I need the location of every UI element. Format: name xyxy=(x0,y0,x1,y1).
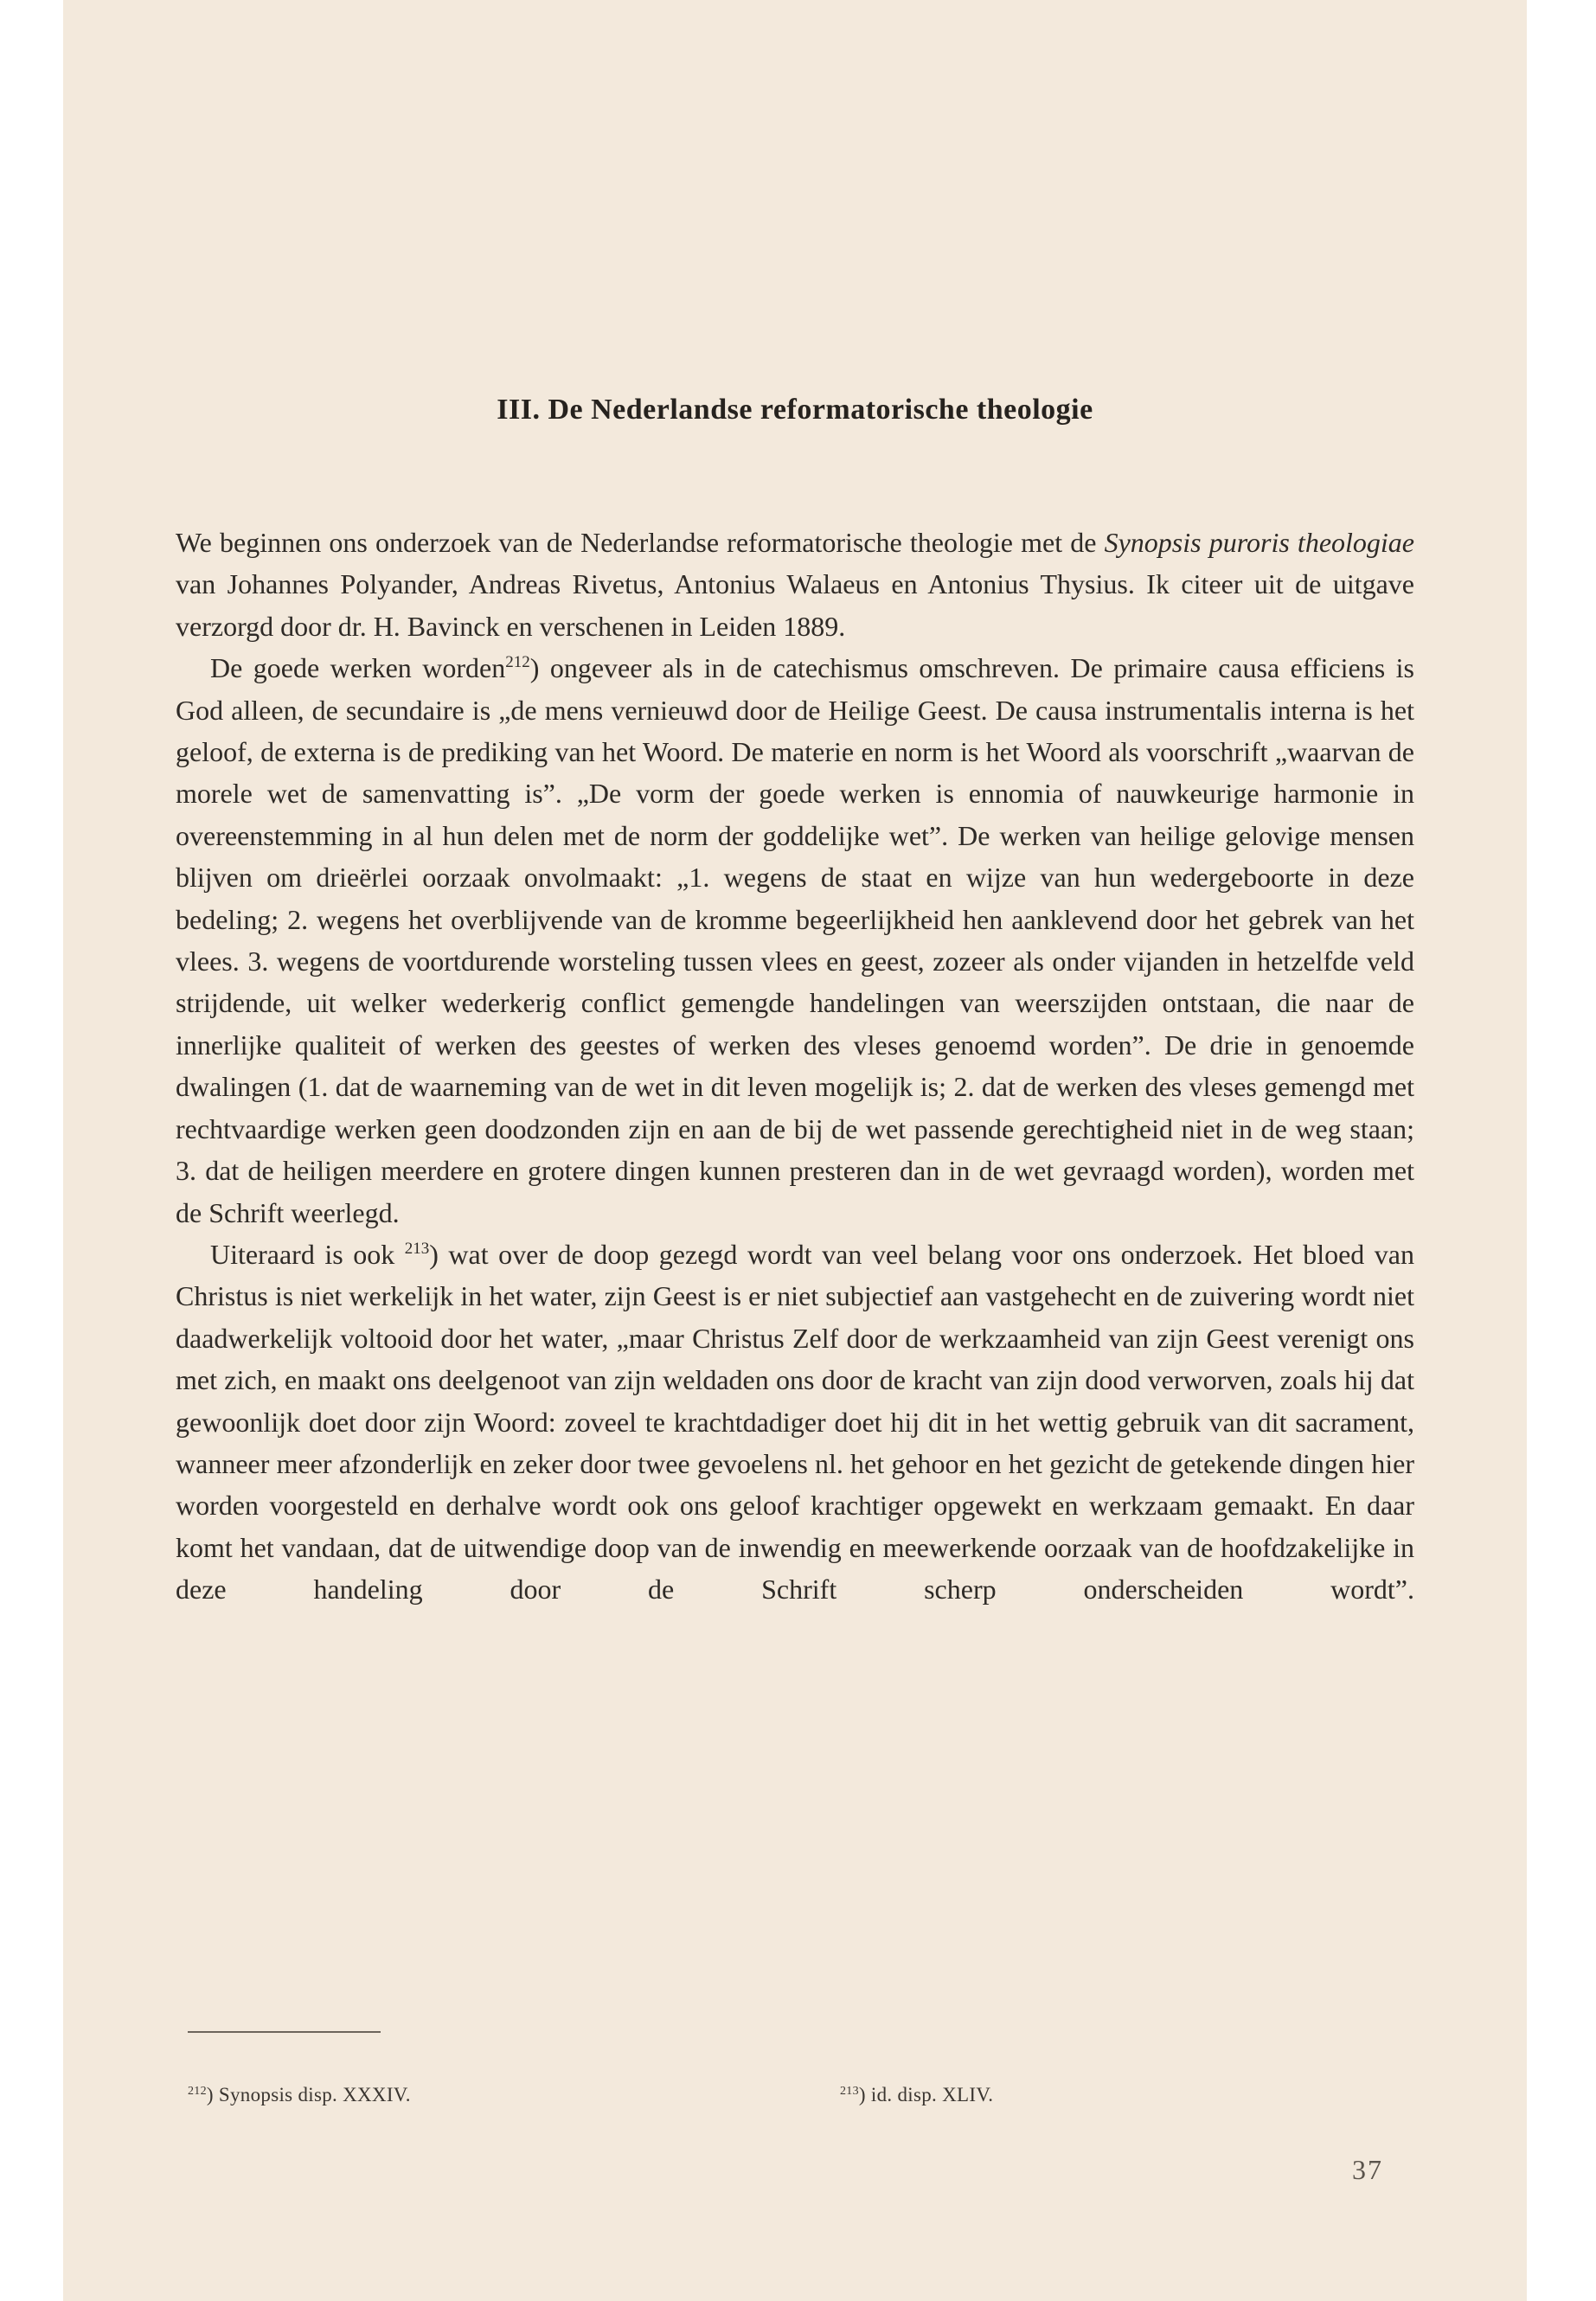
footnote-ref-213[interactable]: 213 xyxy=(404,1239,430,1258)
footnote-divider xyxy=(188,2031,381,2033)
chapter-heading: III. De Nederlandse reformatorische theologie xyxy=(497,394,1093,426)
footnote-213: $^{213}$) id. disp. XLIV. xyxy=(840,2084,994,2106)
page-number: 37 xyxy=(1352,2154,1383,2185)
body-text xyxy=(176,522,1414,1611)
paragraph-2: De goede werken worden$^{212}$) ongeveer als in de catechismus omschreven. De primaire causa efficiens is God alleen, de secundaire is „de mens vernieuwd door de Heilige Geest. De causa instrumentalis interna is het geloof, de externa is de prediking van het Woord. De materie en norm is het Woord als voorschrift „waarvan de morele wet de samenvatting is”. „De vorm der goede werken is ennomia of nauwkeurige harmonie in overeenstemming in al hun delen met de norm der goddelijke wet”. De werken van heilige gelovige mensen blijven om drieërlei oorzaak onvolmaakt: „1. wegens de staat en wijze van hun wedergeboorte in deze bedeling; 2. wegens het overblijvende van de kromme begeerlijkheid hen aanklevend door het gebrek van het vlees. 3. wegens de voortdurende worsteling tussen vlees en geest, zozeer als onder vijanden in hetzelfde veld strijdende, uit welker wederkerig conflict gemengde handelingen van weerszijden ontstaan, die naar de innerlijke qualiteit of werken des geestes of werken des vleses genoemd worden”. De drie in genoemde dwalingen (1. dat de waarneming van de wet in dit leven mogelijk is; 2. dat de werken des vleses gemengd met rechtvaardige werken geen doodzonden zijn en aan de bij de wet passende gerechtigheid niet in de weg staan; 3. dat de heiligen meerdere en grotere dingen kunnen presteren dan in de wet gevraagd worden), worden met de Schrift weerlegd. xyxy=(176,652,1415,1228)
book-page xyxy=(63,0,1527,2301)
footnote-ref-212[interactable]: 212 xyxy=(505,653,530,672)
paragraph-1: We beginnen ons onderzoek van de Nederlandse reformatorische theologie met de Synopsis puroris theologiae van Johannes Polyander, Andreas Rivetus, Antonius Walaeus en Antonius Thysius. Ik citeer uit de uitgave verzorgd door dr. H. Bavinck en verschenen in Leiden 1889. xyxy=(176,527,1415,642)
footnote-212: $^{212}$) Synopsis disp. XXXIV. xyxy=(188,2084,411,2106)
paragraph-3: Uiteraard is ook $^{213}$) wat over de doop gezegd wordt van veel belang voor ons onderzoek. Het bloed van Christus is niet werkelijk in het water, zijn Geest is er niet subjectief aan vastgehecht en de zuivering wordt niet daadwerkelijk voltooid door het water, „maar Christus Zelf door de werkzaamheid van zijn Geest verenigt ons met zich, en maakt ons deelgenoot van zijn weldaden ons door de kracht van zijn dood verworven, zoals hij dat gewoonlijk doet door zijn Woord: zoveel te krachtdadiger doet hij dit in het wettig gebruik van dit sacrament, wanneer meer afzonderlijk en zeker door twee gevoelens nl. het gehoor en het gezicht de getekende dingen hier worden voorgesteld en derhalve wordt ook ons geloof krachtiger opgewekt en werkzaam gemaakt. En daar komt het vandaan, dat de uitwendige doop van de inwendig en meewerkende oorzaak van de hoofdzakelijke in deze handeling door de Schrift scherp onderscheiden wordt”. xyxy=(176,1238,1415,1606)
book-title: Synopsis puroris theologiae xyxy=(1104,527,1415,558)
